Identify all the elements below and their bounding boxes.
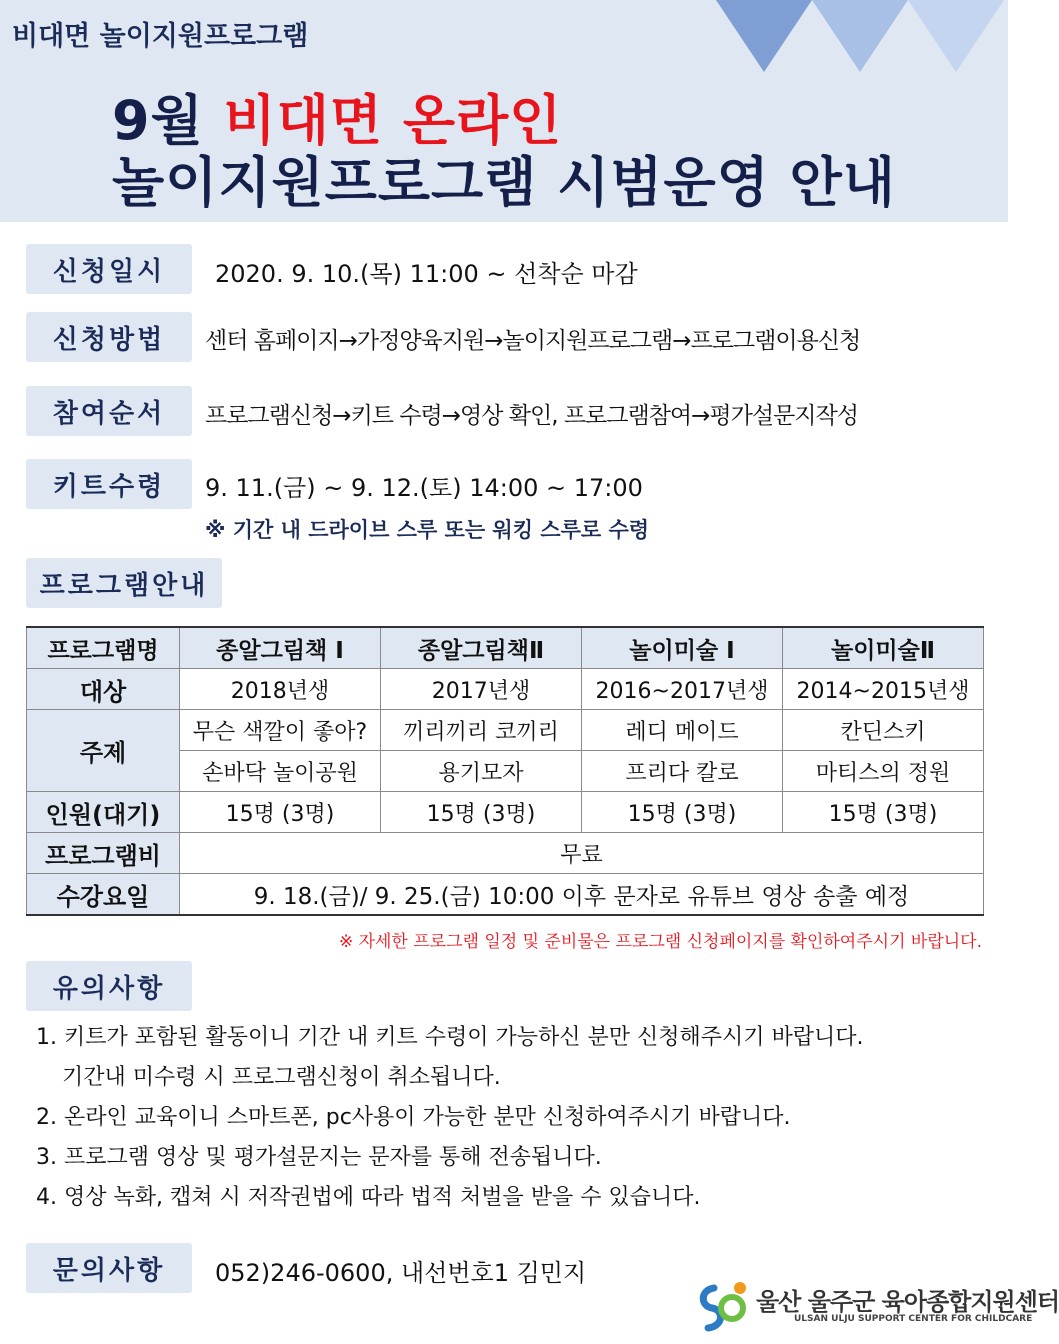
page-title-line2: 놀이지원프로그램 시범운영 안내	[112, 151, 896, 214]
table-row	[27, 833, 984, 874]
table-cell-date: 9. 18.(금)/ 9. 25.(금) 10:00 이후 문자로 유튜브 영상 송출 예정	[180, 874, 984, 916]
table-cell: 15명 (3명)	[180, 792, 381, 833]
label-contact: 문의사항	[26, 1243, 192, 1293]
label-participation-order: 참여순서	[26, 386, 192, 436]
value-apply-date: 2020. 9. 10.(목) 11:00 ~ 선착순 마감	[215, 260, 638, 288]
table-header-cell: 프로그램명	[27, 627, 180, 669]
table-cell: 프리다 칼로	[582, 751, 783, 792]
row-header-theme: 주제	[27, 710, 180, 792]
label-kit-pickup: 키트수령	[26, 459, 192, 509]
table-cell: 2017년생	[381, 669, 582, 710]
list-item: 기간내 미수령 시 프로그램신청이 취소됩니다.	[62, 1065, 501, 1090]
program-table	[26, 626, 984, 916]
logo-icon	[694, 1278, 752, 1336]
table-cell: 15명 (3명)	[381, 792, 582, 833]
table-header-cell: 종알그림책 I	[180, 627, 381, 669]
notice-list	[36, 1018, 863, 1218]
table-header-cell: 놀이미술 I	[582, 627, 783, 669]
list-item: 4. 영상 녹화, 캡쳐 시 저작권법에 따라 법적 처벌을 받을 수 있습니다.	[36, 1185, 701, 1210]
label-notice: 유의사항	[26, 961, 192, 1011]
table-header-cell: 놀이미술Ⅱ	[783, 627, 984, 669]
table-cell: 무슨 색깔이 좋아?	[180, 710, 381, 751]
table-row	[27, 710, 984, 751]
center-logo	[694, 1278, 1059, 1336]
row-header-target: 대상	[27, 669, 180, 710]
value-contact: 052)246-0600, 내선번호1 김민지	[215, 1259, 587, 1287]
kit-pickup-note: ※ 기간 내 드라이브 스루 또는 워킹 스루로 수령	[205, 518, 650, 542]
table-cell: 레디 메이드	[582, 710, 783, 751]
table-cell-fee: 무료	[180, 833, 984, 874]
header-banner	[0, 0, 1008, 222]
title-highlight: 비대면 온라인	[223, 89, 563, 152]
table-cell: 2016~2017년생	[582, 669, 783, 710]
value-participation-order: 프로그램신청→키트 수령→영상 확인, 프로그램참여→평가설문지작성	[205, 403, 858, 429]
table-cell: 마티스의 정원	[783, 751, 984, 792]
title-month: 9월	[112, 89, 204, 152]
row-header-fee: 프로그램비	[27, 833, 180, 874]
header-subtitle: 비대면 놀이지원프로그램	[12, 21, 309, 52]
logo-name-kr: 울산 울주군 육아종합지원센터	[756, 1288, 1059, 1316]
table-cell: 손바닥 놀이공원	[180, 751, 381, 792]
value-apply-method: 센터 홈페이지→가정양육지원→놀이지원프로그램→프로그램이용신청	[205, 328, 861, 354]
table-row	[27, 792, 984, 833]
table-cell: 칸딘스키	[783, 710, 984, 751]
table-cell: 2014~2015년생	[783, 669, 984, 710]
table-cell: 2018년생	[180, 669, 381, 710]
table-row	[27, 874, 984, 916]
table-footnote: ※ 자세한 프로그램 일정 및 준비물은 프로그램 신청페이지를 확인하여주시기 바랍니다.	[338, 932, 982, 952]
value-kit-pickup: 9. 11.(금) ~ 9. 12.(토) 14:00 ~ 17:00	[205, 474, 643, 502]
row-header-date: 수강요일	[27, 874, 180, 916]
table-header-cell: 종알그림책Ⅱ	[381, 627, 582, 669]
row-header-capacity: 인원(대기)	[27, 792, 180, 833]
table-row	[27, 669, 984, 710]
label-program-guide: 프로그램안내	[26, 558, 222, 608]
list-item: 2. 온라인 교육이니 스마트폰, pc사용이 가능한 분만 신청하여주시기 바랍니다.	[36, 1105, 791, 1130]
label-apply-date: 신청일시	[26, 244, 192, 294]
table-cell: 용기모자	[381, 751, 582, 792]
label-apply-method: 신청방법	[26, 312, 192, 362]
list-item: 3. 프로그램 영상 및 평가설문지는 문자를 통해 전송됩니다.	[36, 1145, 602, 1170]
table-cell: 15명 (3명)	[582, 792, 783, 833]
logo-name-en: ULSAN ULJU SUPPORT CENTER FOR CHILDCARE	[794, 1314, 1033, 1324]
table-cell: 끼리끼리 코끼리	[381, 710, 582, 751]
table-header-row	[27, 627, 984, 669]
list-item: 1. 키트가 포함된 활동이니 기간 내 키트 수령이 가능하신 분만 신청해주시기 바랍니다.	[36, 1025, 864, 1050]
table-cell: 15명 (3명)	[783, 792, 984, 833]
